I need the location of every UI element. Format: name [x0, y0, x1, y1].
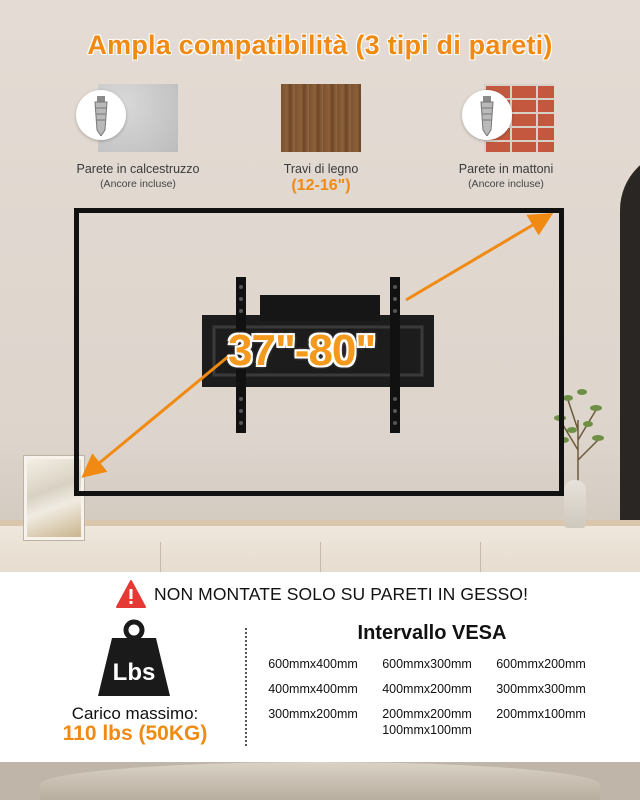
vesa-size: 300mmx200mm — [268, 707, 358, 721]
max-load-label: Carico massimo: — [71, 704, 199, 723]
vesa-size: 600mmx300mm — [382, 657, 472, 671]
divider — [245, 628, 247, 746]
vesa-size: 100mmx100mm — [382, 723, 472, 737]
wall-type-label: Parete in calcestruzzo — [76, 162, 200, 176]
warning-banner — [116, 580, 556, 608]
vesa-size: 400mmx400mm — [268, 682, 358, 696]
vesa-size: 600mmx200mm — [496, 657, 586, 671]
wall-type-sub: (Ancore incluse) — [468, 178, 544, 190]
vesa-size: 200mmx100mm — [496, 707, 586, 721]
warning-icon — [116, 580, 146, 608]
wall-type-sub: (Ancore incluse) — [100, 178, 176, 190]
vesa-size: 600mmx400mm — [268, 657, 358, 671]
vesa-size: 300mmx300mm — [496, 682, 586, 696]
vesa-size: 200mmx200mm — [382, 707, 472, 721]
weight-icon — [94, 618, 174, 698]
vesa-title: Intervallo VESA — [357, 622, 507, 644]
vesa-list — [256, 654, 606, 725]
wall-type-label: Travi di legno — [283, 162, 359, 176]
vesa-size: 400mmx200mm — [382, 682, 472, 696]
table-edge — [40, 762, 600, 800]
page-title: Ampla compatibilità (3 tipi di pareti) — [87, 30, 553, 60]
warning-text: NON MONTATE SOLO SU PARETI IN GESSO! — [154, 583, 529, 604]
weight-icon-label: Lbs — [112, 659, 156, 686]
wall-type-label: Parete in mattoni — [458, 162, 554, 176]
stud-spacing: (12-16") — [291, 177, 351, 194]
tv-size-range: 37"-80" — [228, 326, 376, 375]
max-load-value: 110 lbs (50KG) — [62, 722, 208, 745]
